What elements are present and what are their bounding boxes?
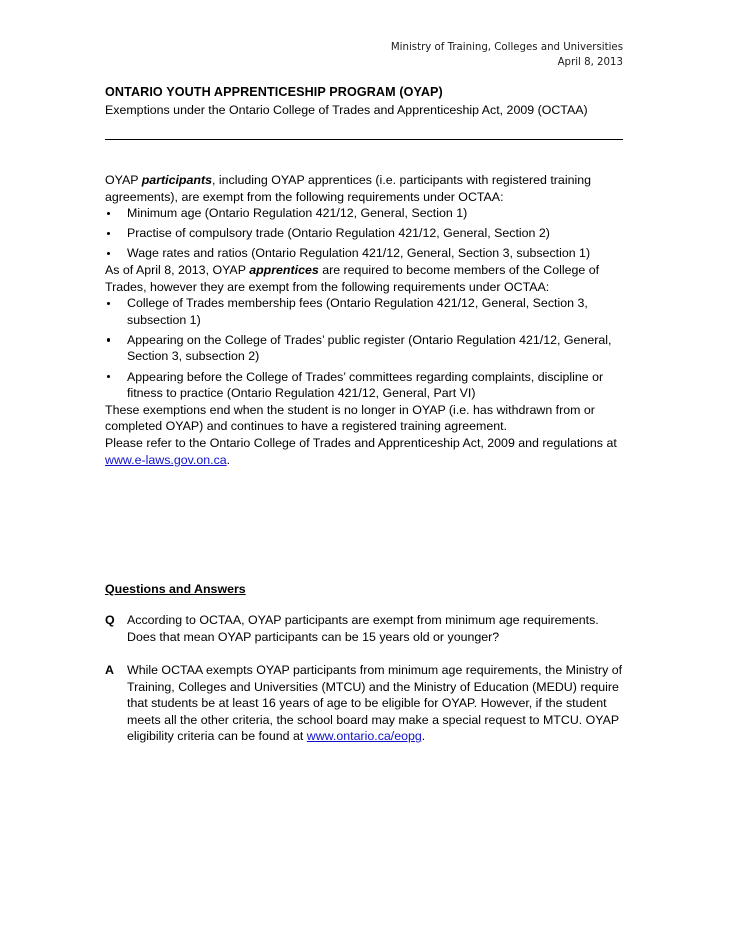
apprentices-exemptions-list (105, 295, 625, 402)
list-item: Appearing on the College of Trades’ public register (Ontario Regulation 421/12, General, Section 3, subsection 2) (105, 332, 625, 365)
intro-emphasis: participants (141, 173, 212, 187)
intro-paragraph (105, 172, 625, 205)
header-divider (105, 139, 623, 140)
refer-text-before: Please refer to the Ontario College of Trades and Apprenticeship Act, 2009 and regulations at (105, 435, 617, 450)
document-body (105, 172, 625, 468)
page-subtitle-line1: Exemptions under the Ontario College of Trades and Apprenticeship Act, 2009 (105, 103, 535, 117)
question-text: According to OCTAA, OYAP participants are exempt from minimum age requirements. Does that mean OYAP participants can be 15 years old or younger? (127, 613, 599, 644)
page-title: ONTARIO YOUTH APPRENTICESHIP PROGRAM (OYAP) (105, 85, 443, 99)
page-subtitle-line2: (OCTAA) (537, 103, 588, 117)
list-item: Appearing before the College of Trades’ committees regarding complaints, discipline or fitness to practice (Ontario Regulation 421/12, General, Part VI) (105, 369, 625, 402)
answer-marker: A (105, 663, 114, 677)
list-item: Minimum age (Ontario Regulation 421/12, General, Section 1) (105, 205, 625, 222)
question-marker: Q (105, 613, 115, 627)
document-header (105, 40, 623, 70)
apprentices-paragraph (105, 262, 625, 295)
page-subtitle (105, 102, 623, 119)
title-block (105, 84, 623, 119)
e-laws-link[interactable]: www.e-laws.gov.on.ca (105, 452, 227, 467)
intro-text-before: OYAP (105, 173, 142, 187)
ontario-eopg-link[interactable]: www.ontario.ca/eopg (306, 729, 422, 744)
qa-question-block (105, 612, 625, 645)
list-item: College of Trades membership fees (Ontario Regulation 421/12, General, Section 3, subsection 1) (105, 295, 625, 328)
answer-text-after: . (421, 729, 426, 744)
participants-exemptions-list (105, 205, 625, 262)
list-item: Wage rates and ratios (Ontario Regulation 421/12, General, Section 3, subsection 1) (105, 245, 625, 262)
intro-text-after: , including OYAP apprentices (i.e. participants with registered training agreements), are exempt from the following requirements under OCTAA: (105, 173, 591, 204)
header-date: April 8, 2013 (557, 57, 623, 68)
refer-paragraph (105, 435, 625, 468)
header-ministry: Ministry of Training, Colleges and Universities (390, 42, 623, 53)
qa-answer-block (105, 662, 625, 745)
apprentices-text-after: are required to become members of the College of Trades, however they are exempt from the following requirements under OCTAA: (105, 262, 600, 294)
closing-paragraph: These exemptions end when the student is no longer in OYAP (i.e. has withdrawn from or completed OYAP) and continues to have a registered training agreement. (105, 402, 595, 434)
apprentices-emphasis: apprentices (249, 262, 319, 277)
qa-section-heading: Questions and Answers (105, 582, 246, 596)
refer-text-after: . (226, 452, 231, 467)
qa-question (105, 612, 625, 645)
list-item: Practise of compulsory trade (Ontario Regulation 421/12, General, Section 2) (105, 225, 625, 242)
qa-answer (105, 662, 625, 745)
answer-text-before: While OCTAA exempts OYAP participants from minimum age requirements, the Ministry of Training, Colleges and Universities (MTCU) and the Ministry of Education (MEDU) require that students be at least 16 years of age to be eligible for OYAP. However, if the student meets all the other criteria, the school board may make a special request to MTCU. OYAP eligibility criteria can be found at (127, 663, 623, 744)
apprentices-text-before: As of April 8, 2013, OYAP (105, 262, 250, 277)
